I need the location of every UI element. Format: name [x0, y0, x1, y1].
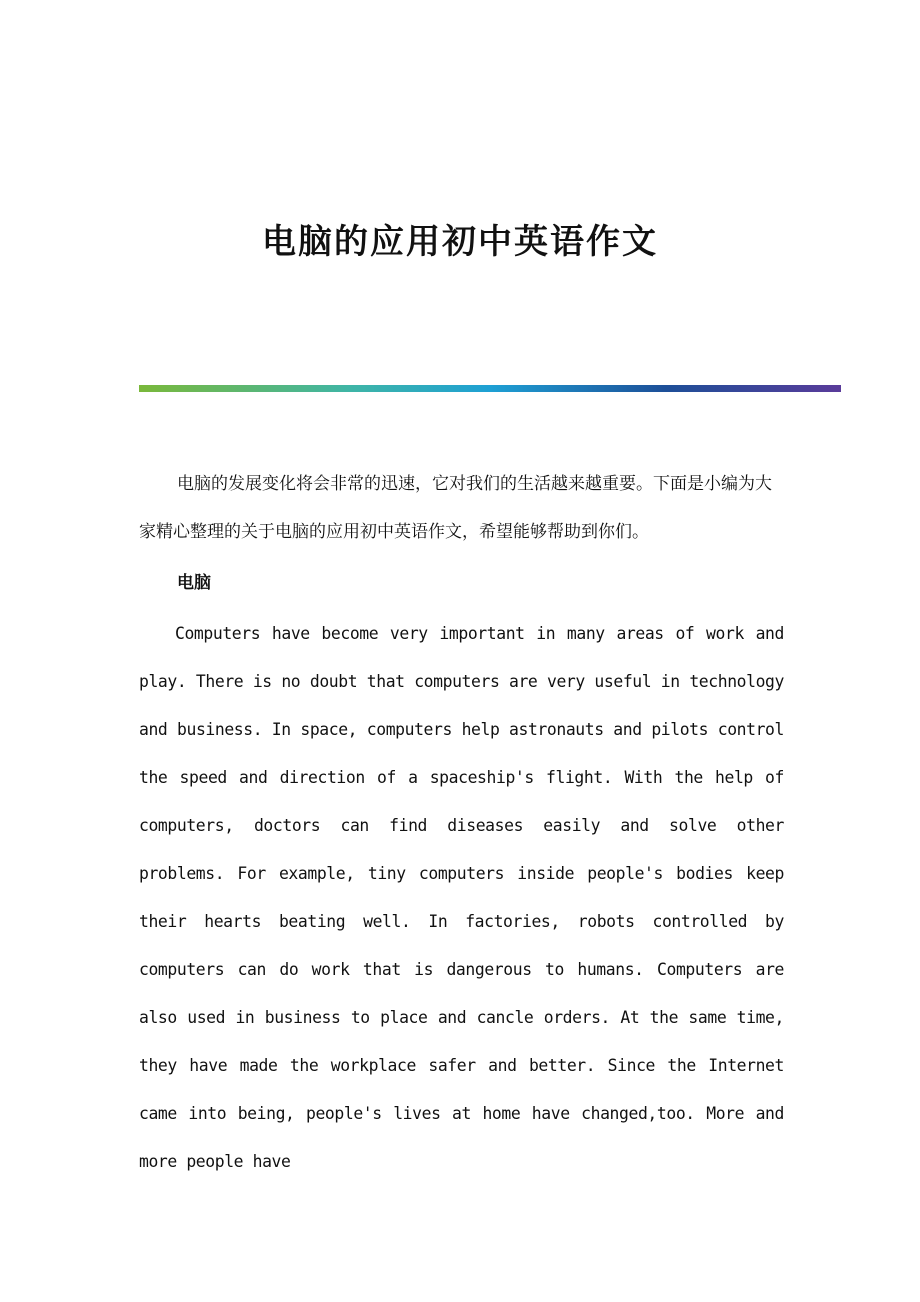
section-heading: 电脑: [177, 573, 211, 593]
essay-paragraph: Computers have become very important in many areas of work and play. There is no doubt that computers are very useful in technology and business. In space, computers help astronauts and pilots control the speed and direction of a spaceship's flight. With the help of computers, doctors can find diseases easily and solve other problems. For example, tiny computers inside people's bodies keep their hearts beating well. In factories, robots controlled by computers can do work that is dangerous to humans. Computers are also used in business to place and cancle orders. At the same time, they have made the workplace safer and better. Since the Internet came into being, people's lives at home have changed,too. More and more people have: [139, 624, 784, 1171]
page-title: 电脑的应用初中英语作文: [262, 222, 658, 262]
article-body: [139, 460, 784, 1186]
intro-paragraph: 电脑的发展变化将会非常的迅速，它对我们的生活越来越重要。下面是小编为大家精心整理的关于电脑的应用初中英语作文，希望能够帮助到你们。: [139, 474, 772, 542]
title-divider: [139, 385, 841, 392]
